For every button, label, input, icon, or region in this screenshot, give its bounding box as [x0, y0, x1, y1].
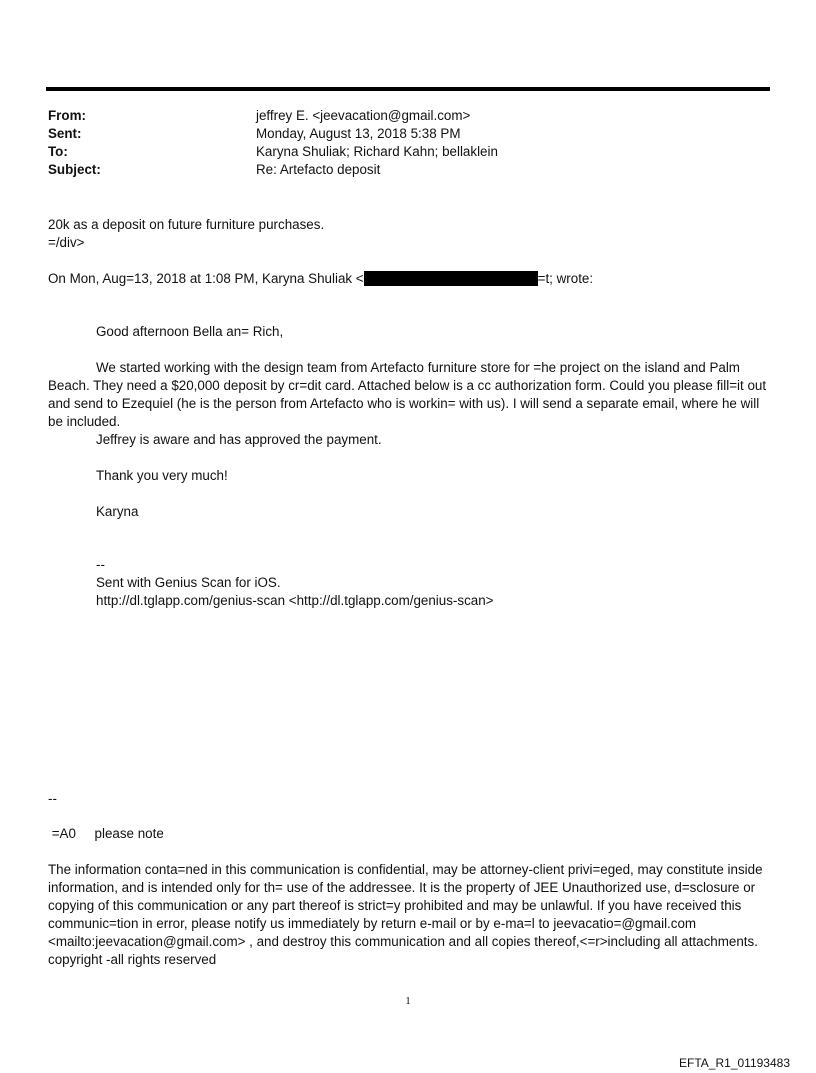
signoff: Karyna	[96, 504, 139, 519]
page-number: 1	[405, 995, 411, 1007]
greeting: Good afternoon Bella an= Rich,	[96, 324, 284, 339]
subject-value: Re: Artefacto deposit	[256, 162, 381, 177]
subject-label: Subject:	[48, 162, 101, 177]
sent-label: Sent:	[48, 126, 82, 141]
signature-dashes: --	[96, 557, 105, 572]
redaction-box	[364, 271, 538, 286]
body-line-div: =/div>	[48, 235, 85, 250]
header-divider	[46, 87, 770, 91]
from-value: jeffrey E. <jeevacation@gmail.com>	[256, 108, 471, 123]
disclaimer: The information conta=ned in this communication is confidential, may be attorney-client privi=eged, may constitute inside information, and is intended only for th= use of the addressee. It is the property of JEE Unauthorized use, d=sclosure or copying of this communication or any part thereof is strict=y prohibited and may be unlawful. If you have received this communic=tion in error, please notify us immediately by return e-mail or by e-ma=l to jeevacatio=@gmail.com <mailto:jeevacation@gmail.com> , and destroy this communication and all copies thereof,<=r>including all attachments. copyright -all rights reserved	[48, 862, 763, 967]
to-value: Karyna Shuliak; Richard Kahn; bellaklein	[256, 144, 498, 159]
document-stamp: EFTA_R1_01193483	[679, 1056, 790, 1070]
quote-attribution	[48, 270, 593, 288]
from-label: From:	[48, 108, 86, 123]
quote-suffix: =t; wrote:	[537, 271, 594, 286]
thanks-line: Thank you very much!	[96, 468, 228, 483]
footer-dashes: --	[48, 791, 57, 806]
genius-scan-link[interactable]: http://dl.tglapp.com/genius-scan <http://dl.tglapp.com/genius-scan>	[96, 593, 494, 608]
quote-prefix: On Mon, Aug=13, 2018 at 1:08 PM, Karyna Shuliak <	[48, 271, 364, 286]
approval-line: Jeffrey is aware and has approved the payment.	[96, 432, 382, 447]
body-paragraph: We started working with the design team from Artefacto furniture store for =he project on the island and Palm Beach. They need a $20,000 deposit by cr=dit card. Attached below is a cc authorization form. Could you please fill=it out and send to Ezequiel (he is the person from Artefacto who is workin= with us). I will send a separate email, where he will be included.	[48, 360, 767, 429]
please-note: =A0 please note	[48, 826, 164, 841]
to-label: To:	[48, 144, 68, 159]
sent-value: Monday, August 13, 2018 5:38 PM	[256, 126, 461, 141]
body-line-deposit: 20k as a deposit on future furniture purchases.	[48, 217, 325, 232]
sent-with-line: Sent with Genius Scan for iOS.	[96, 575, 281, 590]
